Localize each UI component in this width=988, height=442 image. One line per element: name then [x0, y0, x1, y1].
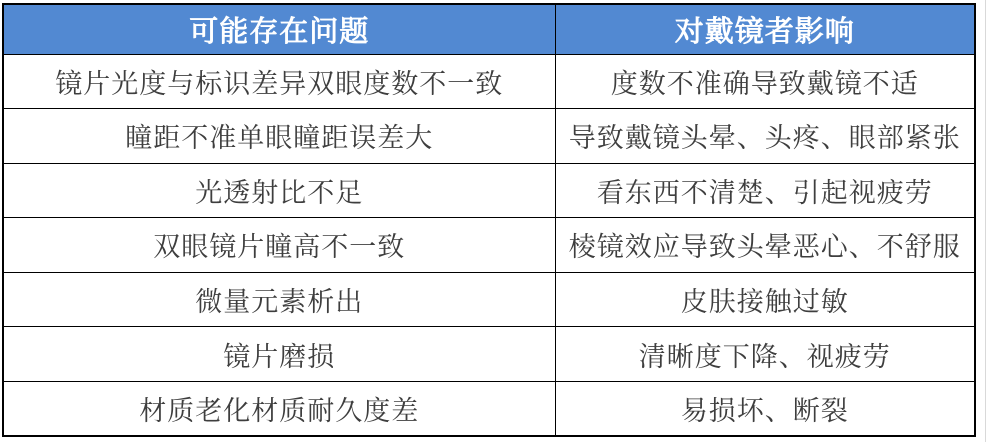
- table-row: [3, 218, 975, 273]
- right-edge-divider: [985, 0, 986, 442]
- table-row: [3, 327, 975, 382]
- problem-cell: 光透射比不足: [3, 163, 555, 218]
- impact-cell: 皮肤接触过敏: [555, 272, 975, 327]
- problem-cell: 材质老化材质耐久度差: [3, 381, 555, 436]
- table-header-row: [3, 4, 975, 54]
- impact-cell: 导致戴镜头晕、头疼、眼部紧张: [555, 109, 975, 164]
- column-header-impact: 对戴镜者影响: [555, 4, 975, 54]
- table-row: [3, 381, 975, 436]
- impact-cell: 看东西不清楚、引起视疲劳: [555, 163, 975, 218]
- problem-cell: 镜片磨损: [3, 327, 555, 382]
- problem-cell: 瞳距不准单眼瞳距误差大: [3, 109, 555, 164]
- column-header-problem: 可能存在问题: [3, 4, 555, 54]
- table-row: [3, 109, 975, 164]
- problem-cell: 微量元素析出: [3, 272, 555, 327]
- impact-cell: 棱镜效应导致头晕恶心、不舒服: [555, 218, 975, 273]
- problem-cell: 镜片光度与标识差异双眼度数不一致: [3, 54, 555, 109]
- impact-cell: 易损坏、断裂: [555, 381, 975, 436]
- table-row: [3, 54, 975, 109]
- impact-cell: 清晰度下降、视疲劳: [555, 327, 975, 382]
- table-row: [3, 163, 975, 218]
- problem-cell: 双眼镜片瞳高不一致: [3, 218, 555, 273]
- problem-impact-table: [2, 3, 976, 437]
- impact-cell: 度数不准确导致戴镜不适: [555, 54, 975, 109]
- table-row: [3, 272, 975, 327]
